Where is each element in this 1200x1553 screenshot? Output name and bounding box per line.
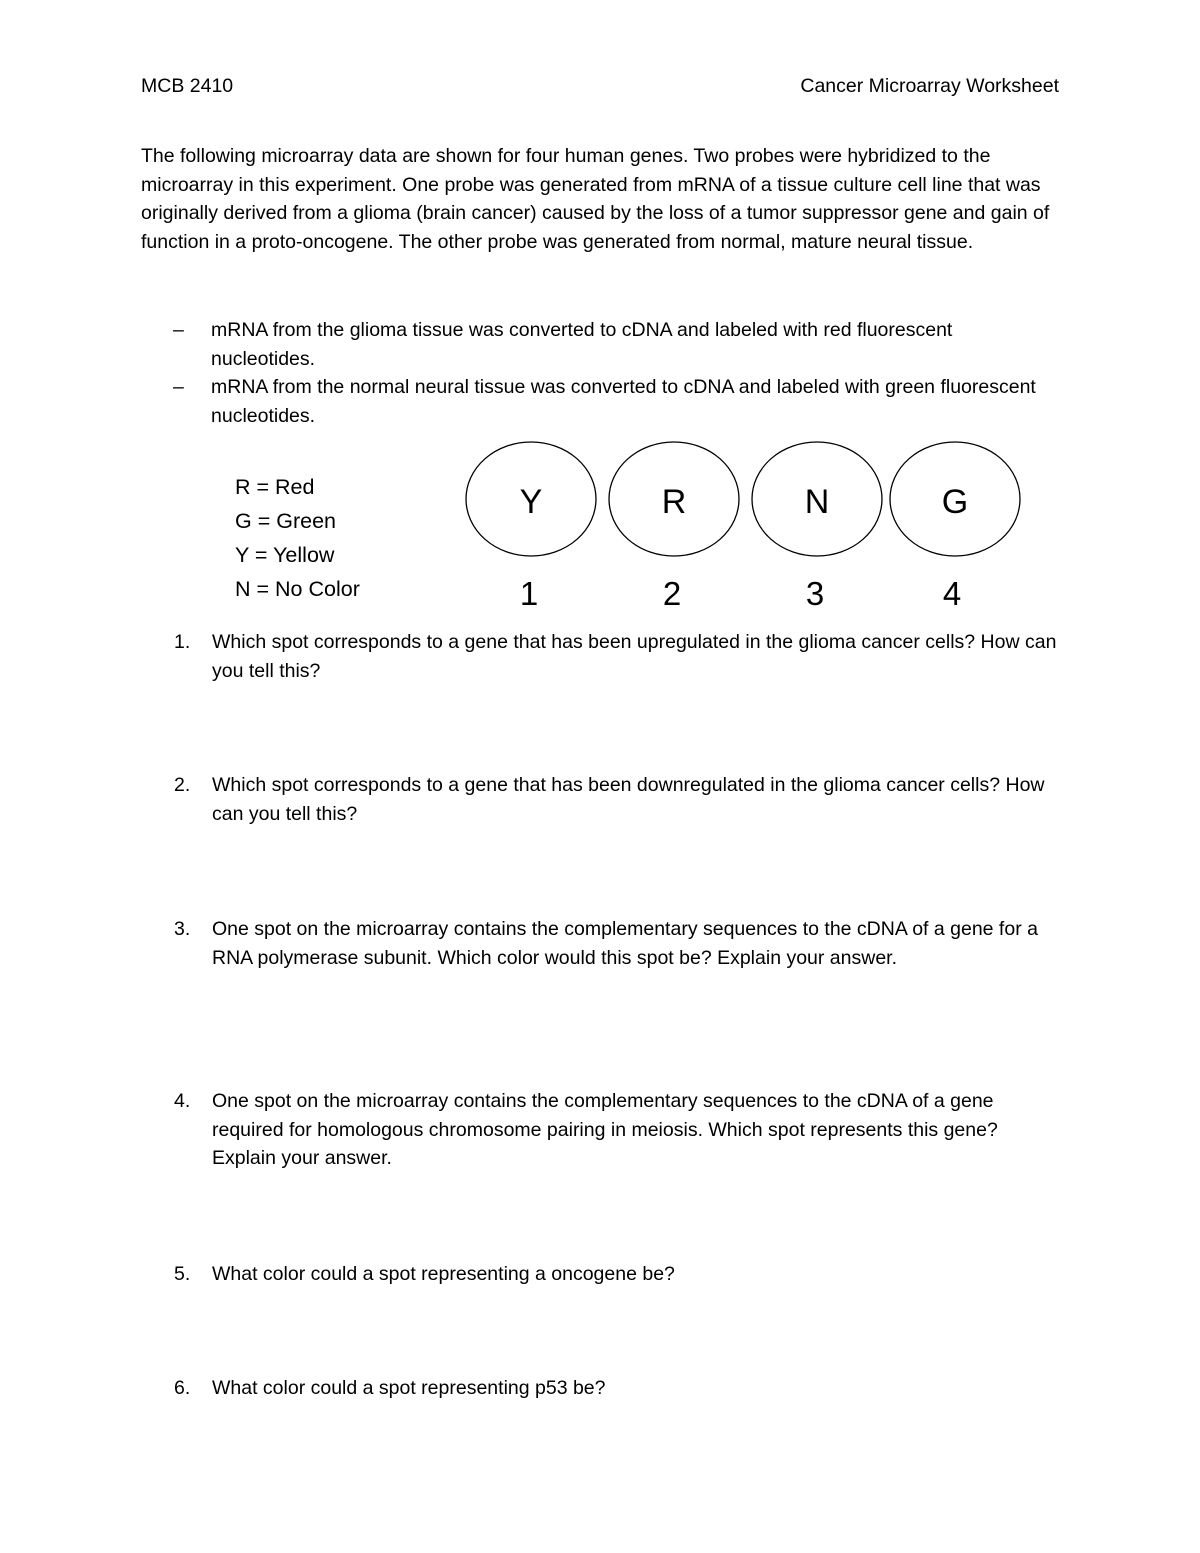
spot-number: 4 <box>942 575 962 612</box>
dash-marker: – <box>173 319 184 341</box>
color-legend <box>235 470 360 606</box>
worksheet-title: Cancer Microarray Worksheet <box>800 75 1059 97</box>
intro-paragraph: The following microarray data are shown for four human genes. Two probes were hybridized to the microarray in this experiment. One probe was generated from mRNA of a tissue culture cell line that was originally derived from a glioma (brain cancer) caused by the loss of a tumor suppressor gene and gain of function in a proto-oncogene. The other probe was generated from normal, mature neural tissue. <box>141 145 1050 253</box>
procedure-item <box>170 373 1060 430</box>
spot-3 <box>752 442 882 612</box>
question-text: Which spot corresponds to a gene that has been downregulated in the glioma cancer cells? How can you tell this? <box>212 774 1045 825</box>
spot-letter: R <box>661 483 687 521</box>
question-text: Which spot corresponds to a gene that has been upregulated in the glioma cancer cells? How can you tell this? <box>212 631 1057 682</box>
legend-item-red: R = Red <box>235 475 315 499</box>
spot-2 <box>609 442 739 612</box>
question-number: 1. <box>174 631 191 653</box>
question-text: What color could a spot representing p53 be? <box>212 1377 606 1399</box>
procedure-list <box>170 316 1060 430</box>
spot-number: 1 <box>519 575 539 612</box>
spot-number: 2 <box>662 575 682 612</box>
legend-item-green: G = Green <box>235 509 336 533</box>
spot-4 <box>890 442 1020 612</box>
spot-number: 3 <box>805 575 825 612</box>
question-text: One spot on the microarray contains the complementary sequences to the cDNA of a gene required for homologous chromosome pairing in meiosis. Which spot represents this gene? Explain your answer. <box>212 1090 998 1169</box>
question-text: What color could a spot representing a oncogene be? <box>212 1263 675 1285</box>
procedure-item <box>170 316 1060 373</box>
microarray-spots-diagram <box>460 436 1040 616</box>
question-number: 6. <box>174 1377 191 1399</box>
question-number: 3. <box>174 918 191 940</box>
spot-letter: G <box>941 483 969 521</box>
procedure-text: mRNA from the glioma tissue was converted to cDNA and labeled with red fluorescent nucleotides. <box>211 319 953 370</box>
course-code: MCB 2410 <box>141 75 234 97</box>
spot-letter: Y <box>519 483 543 521</box>
legend-item-yellow: Y = Yellow <box>235 543 335 567</box>
spot-letter: N <box>804 483 830 521</box>
question-number: 4. <box>174 1090 191 1112</box>
question-number: 5. <box>174 1263 191 1285</box>
spot-1 <box>466 442 596 612</box>
question-number: 2. <box>174 774 191 796</box>
dash-marker: – <box>173 376 184 398</box>
procedure-text: mRNA from the normal neural tissue was converted to cDNA and labeled with green fluorescent nucleotides. <box>211 376 1036 427</box>
question-text: One spot on the microarray contains the complementary sequences to the cDNA of a gene for a RNA polymerase subunit. Which color would this spot be? Explain your answer. <box>212 918 1038 969</box>
legend-item-no-color: N = No Color <box>235 577 360 601</box>
